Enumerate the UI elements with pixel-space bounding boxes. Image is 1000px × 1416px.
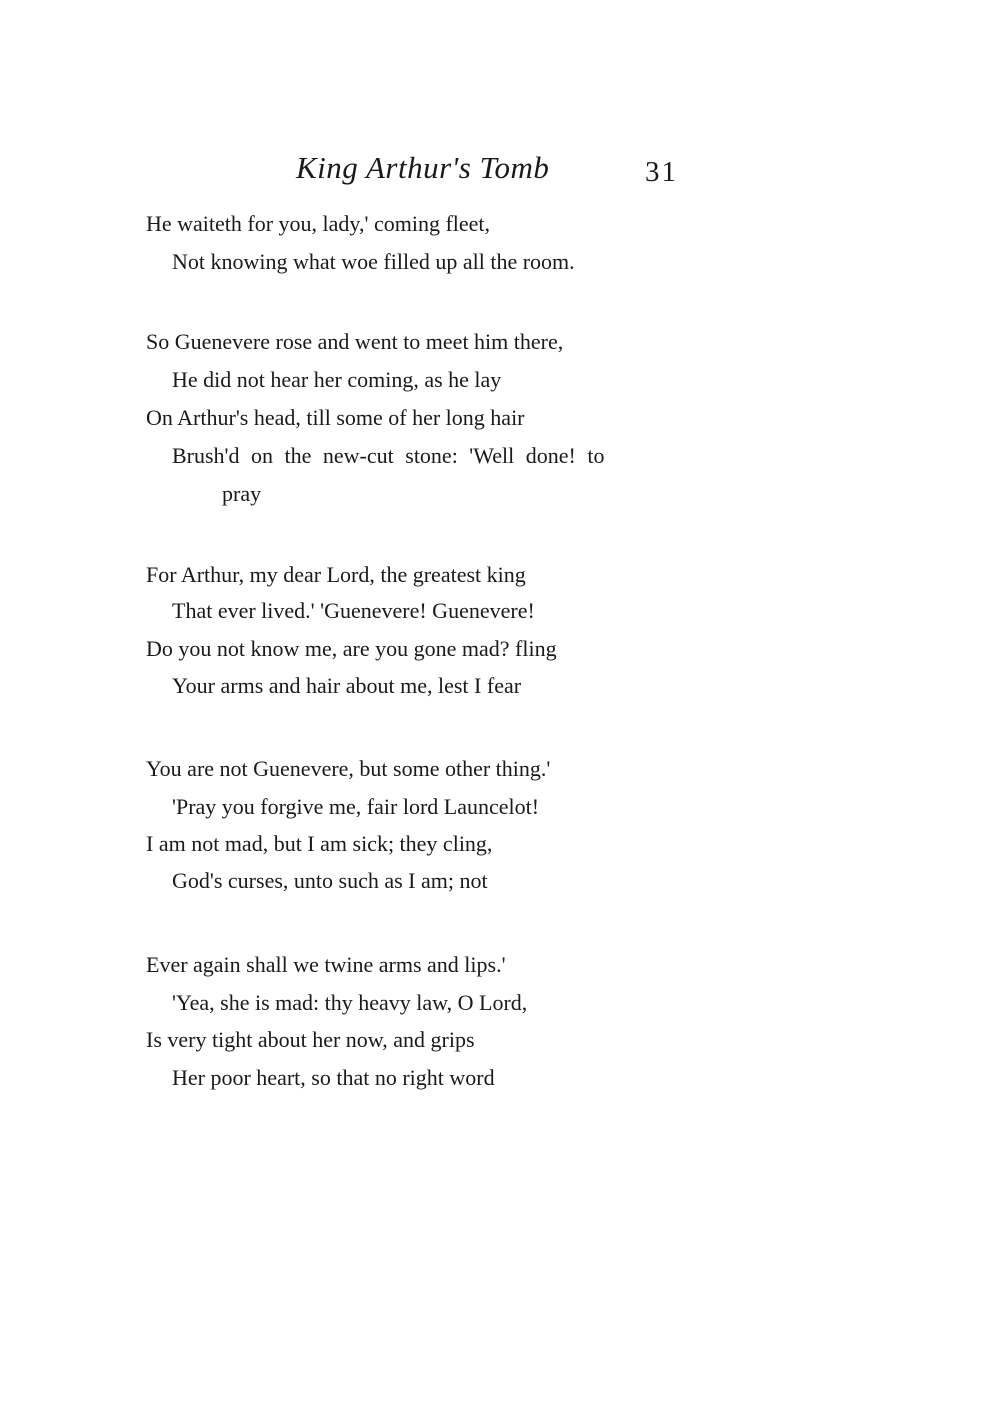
- poem-line: 'Pray you forgive me, fair lord Launcelot!: [172, 794, 540, 819]
- poem-line: Is very tight about her now, and grips: [146, 1027, 475, 1052]
- poem-line: You are not Guenevere, but some other thing.': [146, 756, 551, 781]
- poem-line: He waiteth for you, lady,' coming fleet,: [146, 211, 491, 236]
- poem-line: 'Yea, she is mad: thy heavy law, O Lord,: [172, 990, 528, 1015]
- poem-line: God's curses, unto such as I am; not: [172, 868, 488, 893]
- poem-line: Brush'd on the new-cut stone: 'Well done! to: [172, 443, 605, 468]
- poem-line: So Guenevere rose and went to meet him there,: [146, 329, 564, 354]
- page-number: 31: [645, 156, 678, 188]
- poem-line: I am not mad, but I am sick; they cling,: [146, 831, 493, 856]
- poem-line: pray: [222, 481, 262, 506]
- poem-line: Not knowing what woe filled up all the room.: [172, 249, 575, 274]
- poem-line: That ever lived.' 'Guenevere! Guenevere!: [172, 598, 535, 623]
- poem-line: He did not hear her coming, as he lay: [172, 367, 502, 392]
- poem-line: Her poor heart, so that no right word: [172, 1065, 495, 1090]
- poem-line: Ever again shall we twine arms and lips.': [146, 952, 506, 977]
- poem-line: Your arms and hair about me, lest I fear: [172, 673, 522, 698]
- poem-line: On Arthur's head, till some of her long hair: [146, 405, 525, 430]
- running-title: King Arthur's Tomb: [296, 150, 550, 185]
- poem-line: For Arthur, my dear Lord, the greatest king: [146, 562, 526, 587]
- poem-line: Do you not know me, are you gone mad? fling: [146, 636, 557, 661]
